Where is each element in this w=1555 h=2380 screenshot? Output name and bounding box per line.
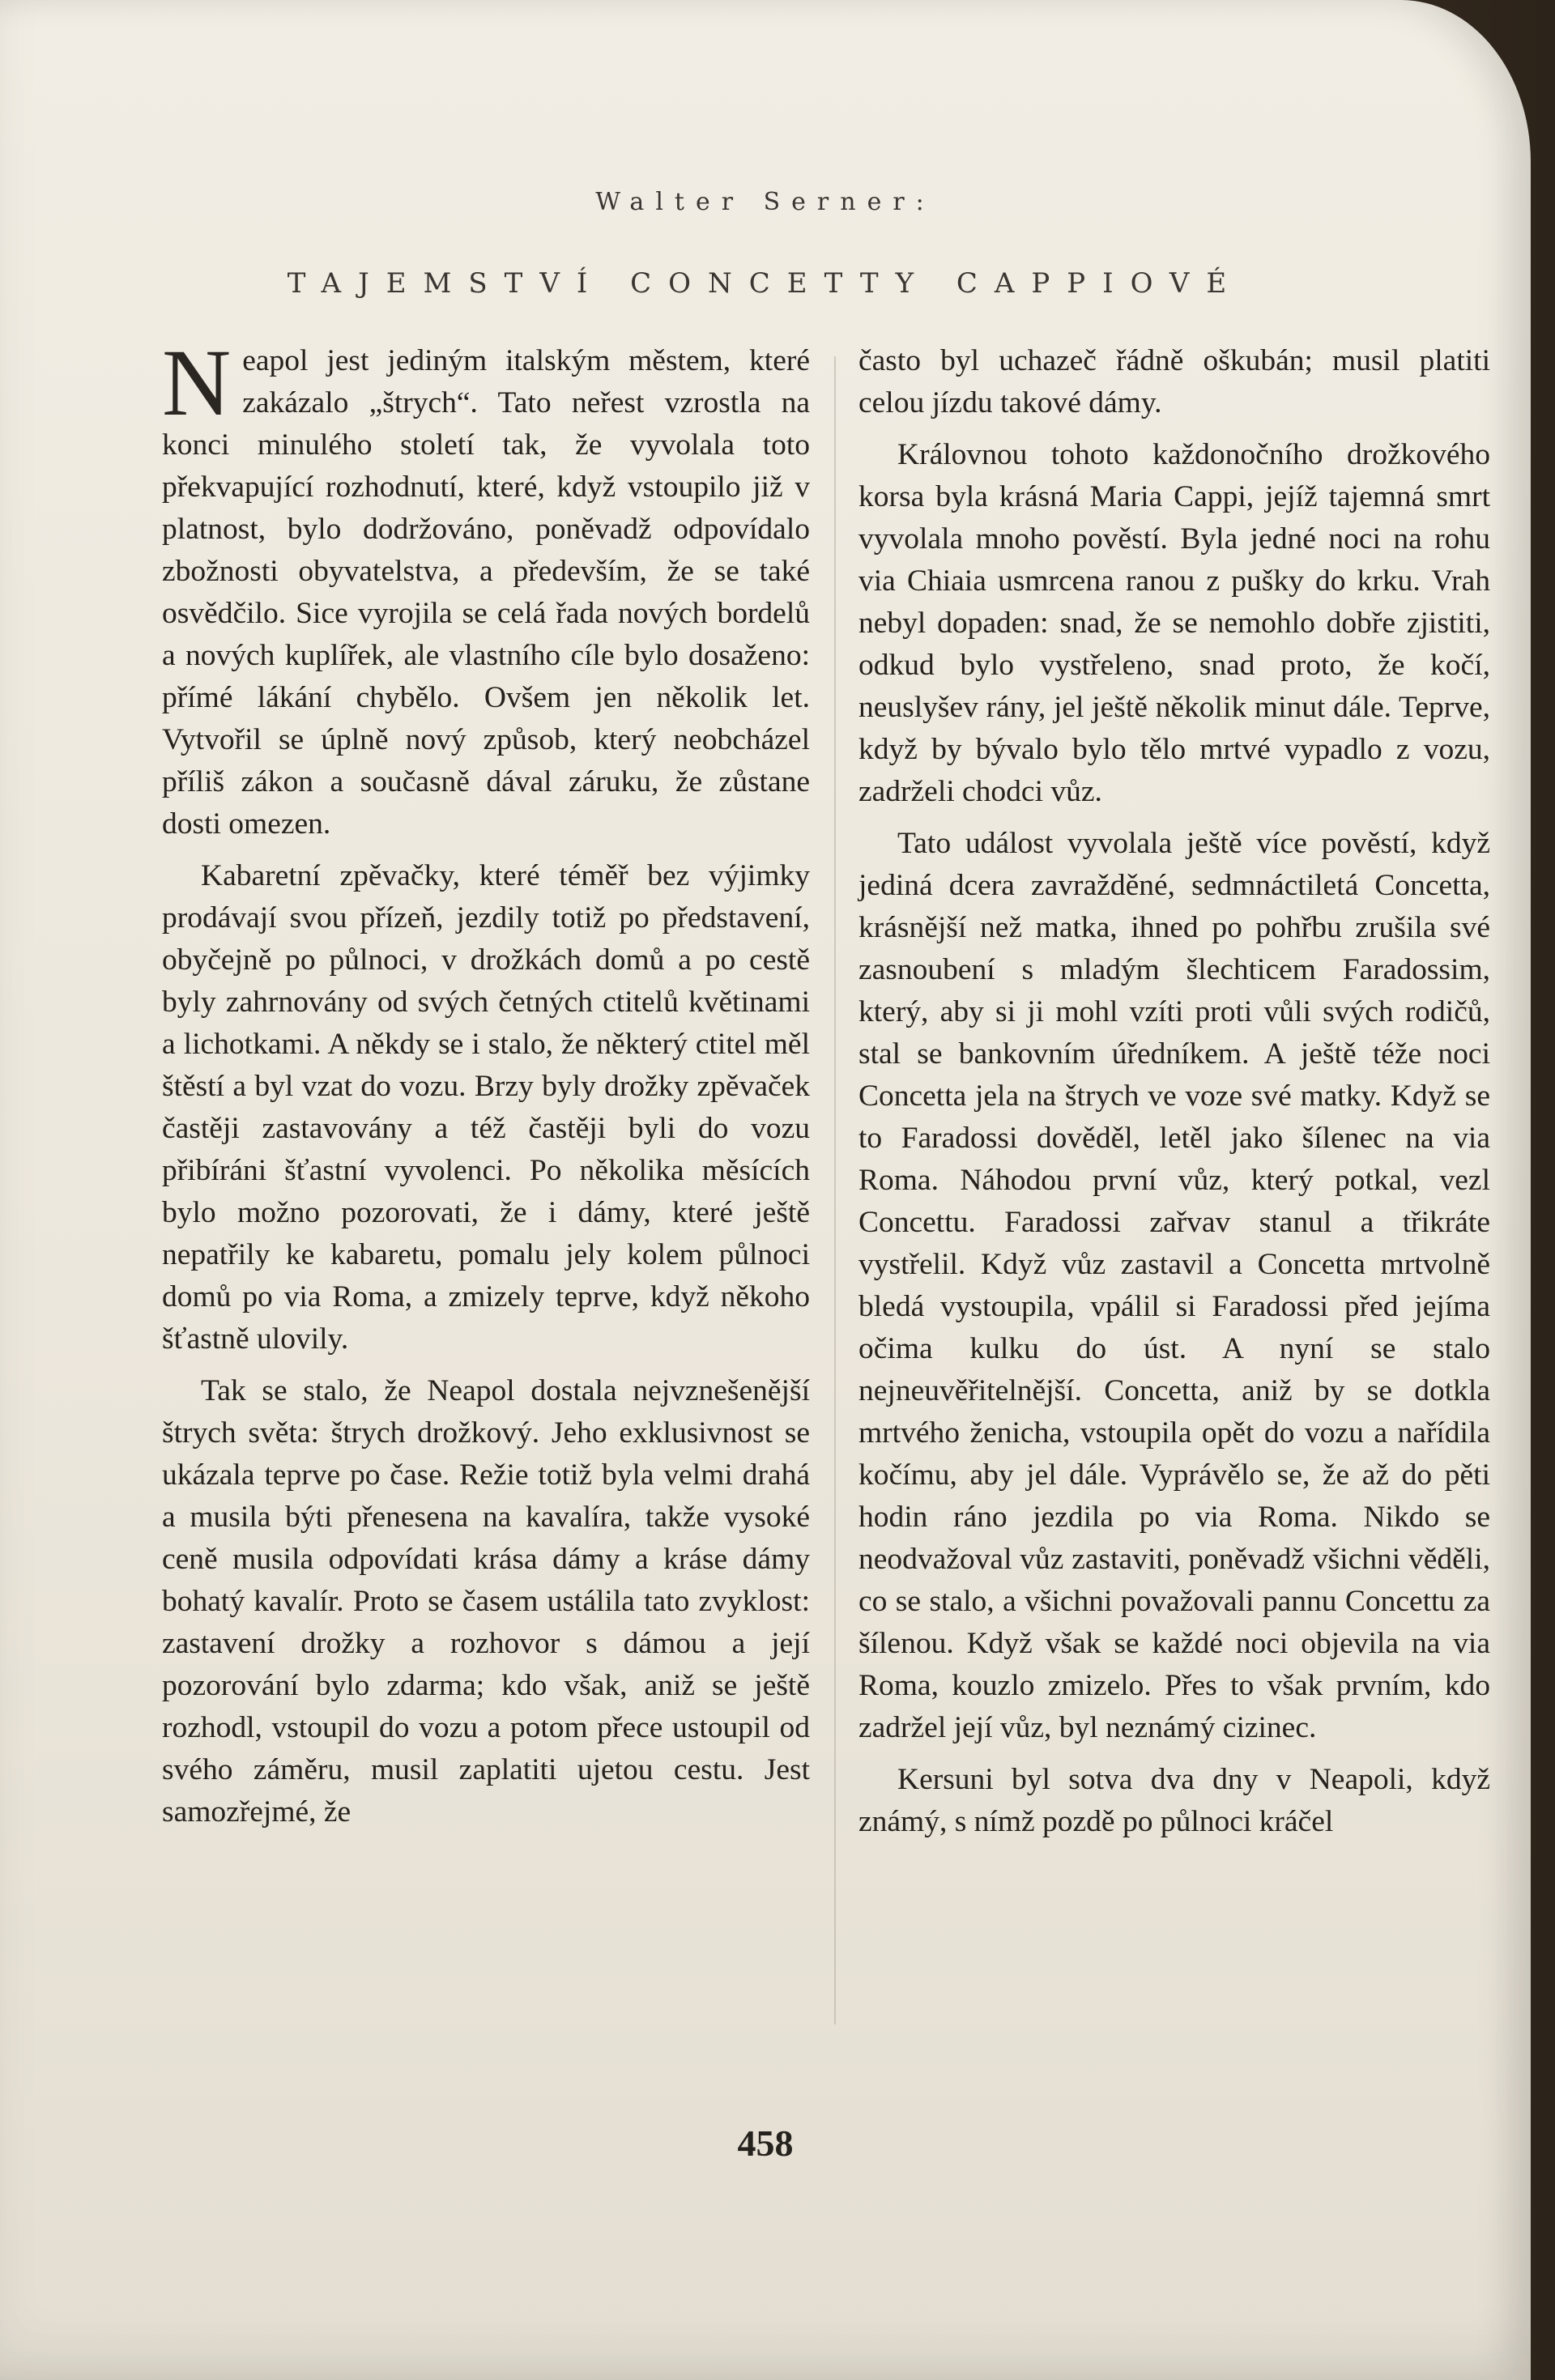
text-column-right: [858, 340, 1490, 1853]
paragraph: Kersuni byl sotva dva dny v Neapoli, když známý, s nímž pozdě po půlnoci kráčel: [858, 1763, 1490, 1838]
paragraph: Kabaretní zpěvačky, které téměř bez výjimky prodávají svou přízeň, jezdily totiž po představení, obyčejně po půlnoci, v drožkách domů a po cestě byly zahrnovány od svých četných ctitelů květinami a lichotkami. A někdy se i stalo, že některý ctitel měl štěstí a byl vzat do vozu. Brzy byly drožky zpěvaček častěji zastavovány a též častěji byli do vozu přibíráni šťastní vyvolenci. Po několika měsících bylo možno pozorovati, že i dámy, které ještě nepatřily ke kabaretu, pomalu jely kolem půlnoci domů po via Roma, a zmizely teprve, když někoho šťastně ulovily.: [162, 859, 810, 1356]
paragraph: [162, 330, 810, 845]
text-column-left: [162, 330, 810, 1843]
author-heading: Walter Serner:: [595, 188, 935, 216]
paragraph-text: eapol jest jediným italským městem, které zakázalo „štrych“. Tato neřest vzrostla na konci minulého století tak, že vyvolala toto překvapující rozhodnutí, které, když vstoupilo již v platnost, bylo dodržováno, poněvadž odpovídalo zbožnosti obyvatelstva, a především, že se také osvědčilo. Sice vyrojila se celá řada nových bordelů a nových kuplířek, ale vlastního cíle bylo dosaženo: přímé lákání chybělo. Ovšem jen několik let. Vytvořil se úplně nový způsob, který neobcházel příliš zákon a současně dával záruku, že zůstane dosti omezen.: [162, 344, 810, 841]
drop-cap: N: [162, 330, 232, 436]
paragraph: Královnou tohoto každonočního drožkového korsa byla krásná Maria Cappi, jejíž tajemná smrt vyvolala mnoho pověstí. Byla jedné noci na rohu via Chiaia usmrcena ranou z pušky do krku. Vrah nebyl dopaden: snad, že se nemohlo dobře zjistiti, odkud bylo vystřeleno, snad proto, že kočí, neuslyšev rány, jel ještě několik minut dále. Teprve, když by bývalo bylo tělo mrtvé vypadlo z vozu, zadrželi chodci vůz.: [858, 438, 1490, 808]
paragraph: Tato událost vyvolala ještě více pověstí, když jediná dcera zavražděné, sedmnáctiletá Concetta, krásnější než matka, ihned po pohřbu zrušila své zasnoubení s mladým šlechticem Faradossim, který, aby si ji mohl vzíti proti vůli svých rodičů, stal se bankovním úředníkem. A ještě téže noci Concetta jela na štrych ve voze své matky. Když se to Faradossi dověděl, letěl jako šílenec na via Roma. Náhodou první vůz, který potkal, vezl Concettu. Faradossi zařvav stanul a třikráte vystřelil. Když vůz zastavil a Concetta mrtvolně bledá vystoupila, vpálil si Faradossi před jejíma očima kulku do úst. A nyní se stalo nejneuvěřitelnější. Concetta, aniž by se dotkla mrtvého ženicha, vstoupila opět do vozu a nařídila kočímu, aby jel dále. Vyprávělo se, že až do pěti hodin ráno jezdila po via Roma. Nikdo se neodvažoval vůz zastaviti, poněvadž všichni věděli, co se stalo, a všichni považovali pannu Concettu za šílenou. Když však se každé noci objevila na via Roma, kouzlo zmizelo. Přes to však prvním, kdo zadržel její vůz, byl neznámý cizinec.: [858, 827, 1490, 1744]
page-number: 458: [737, 2122, 794, 2164]
story-title: TAJEMSTVÍ CONCETTY CAPPIOVÉ: [287, 267, 1244, 300]
column-divider: [834, 356, 836, 2024]
paragraph: Tak se stalo, že Neapol dostala nejvznešenější štrych světa: štrych drožkový. Jeho exklusivnost se ukázala teprve po čase. Režie totiž byla velmi drahá a musila býti přenesena na kavalíra, takže vysoké ceně musila odpovídati krása dámy a kráse dámy bohatý kavalír. Proto se časem ustálila tato zvyklost: zastavení drožky a rozhovor s dámou a její pozorování bylo zdarma; kdo však, aniž se ještě rozhodl, vstoupil do vozu a potom přece ustoupil od svého záměru, musil zaplatiti ujetou cestu. Jest samozřejmé, že: [162, 1374, 810, 1829]
paragraph: často byl uchazeč řádně oškubán; musil platiti celou jízdu takové dámy.: [858, 344, 1490, 419]
